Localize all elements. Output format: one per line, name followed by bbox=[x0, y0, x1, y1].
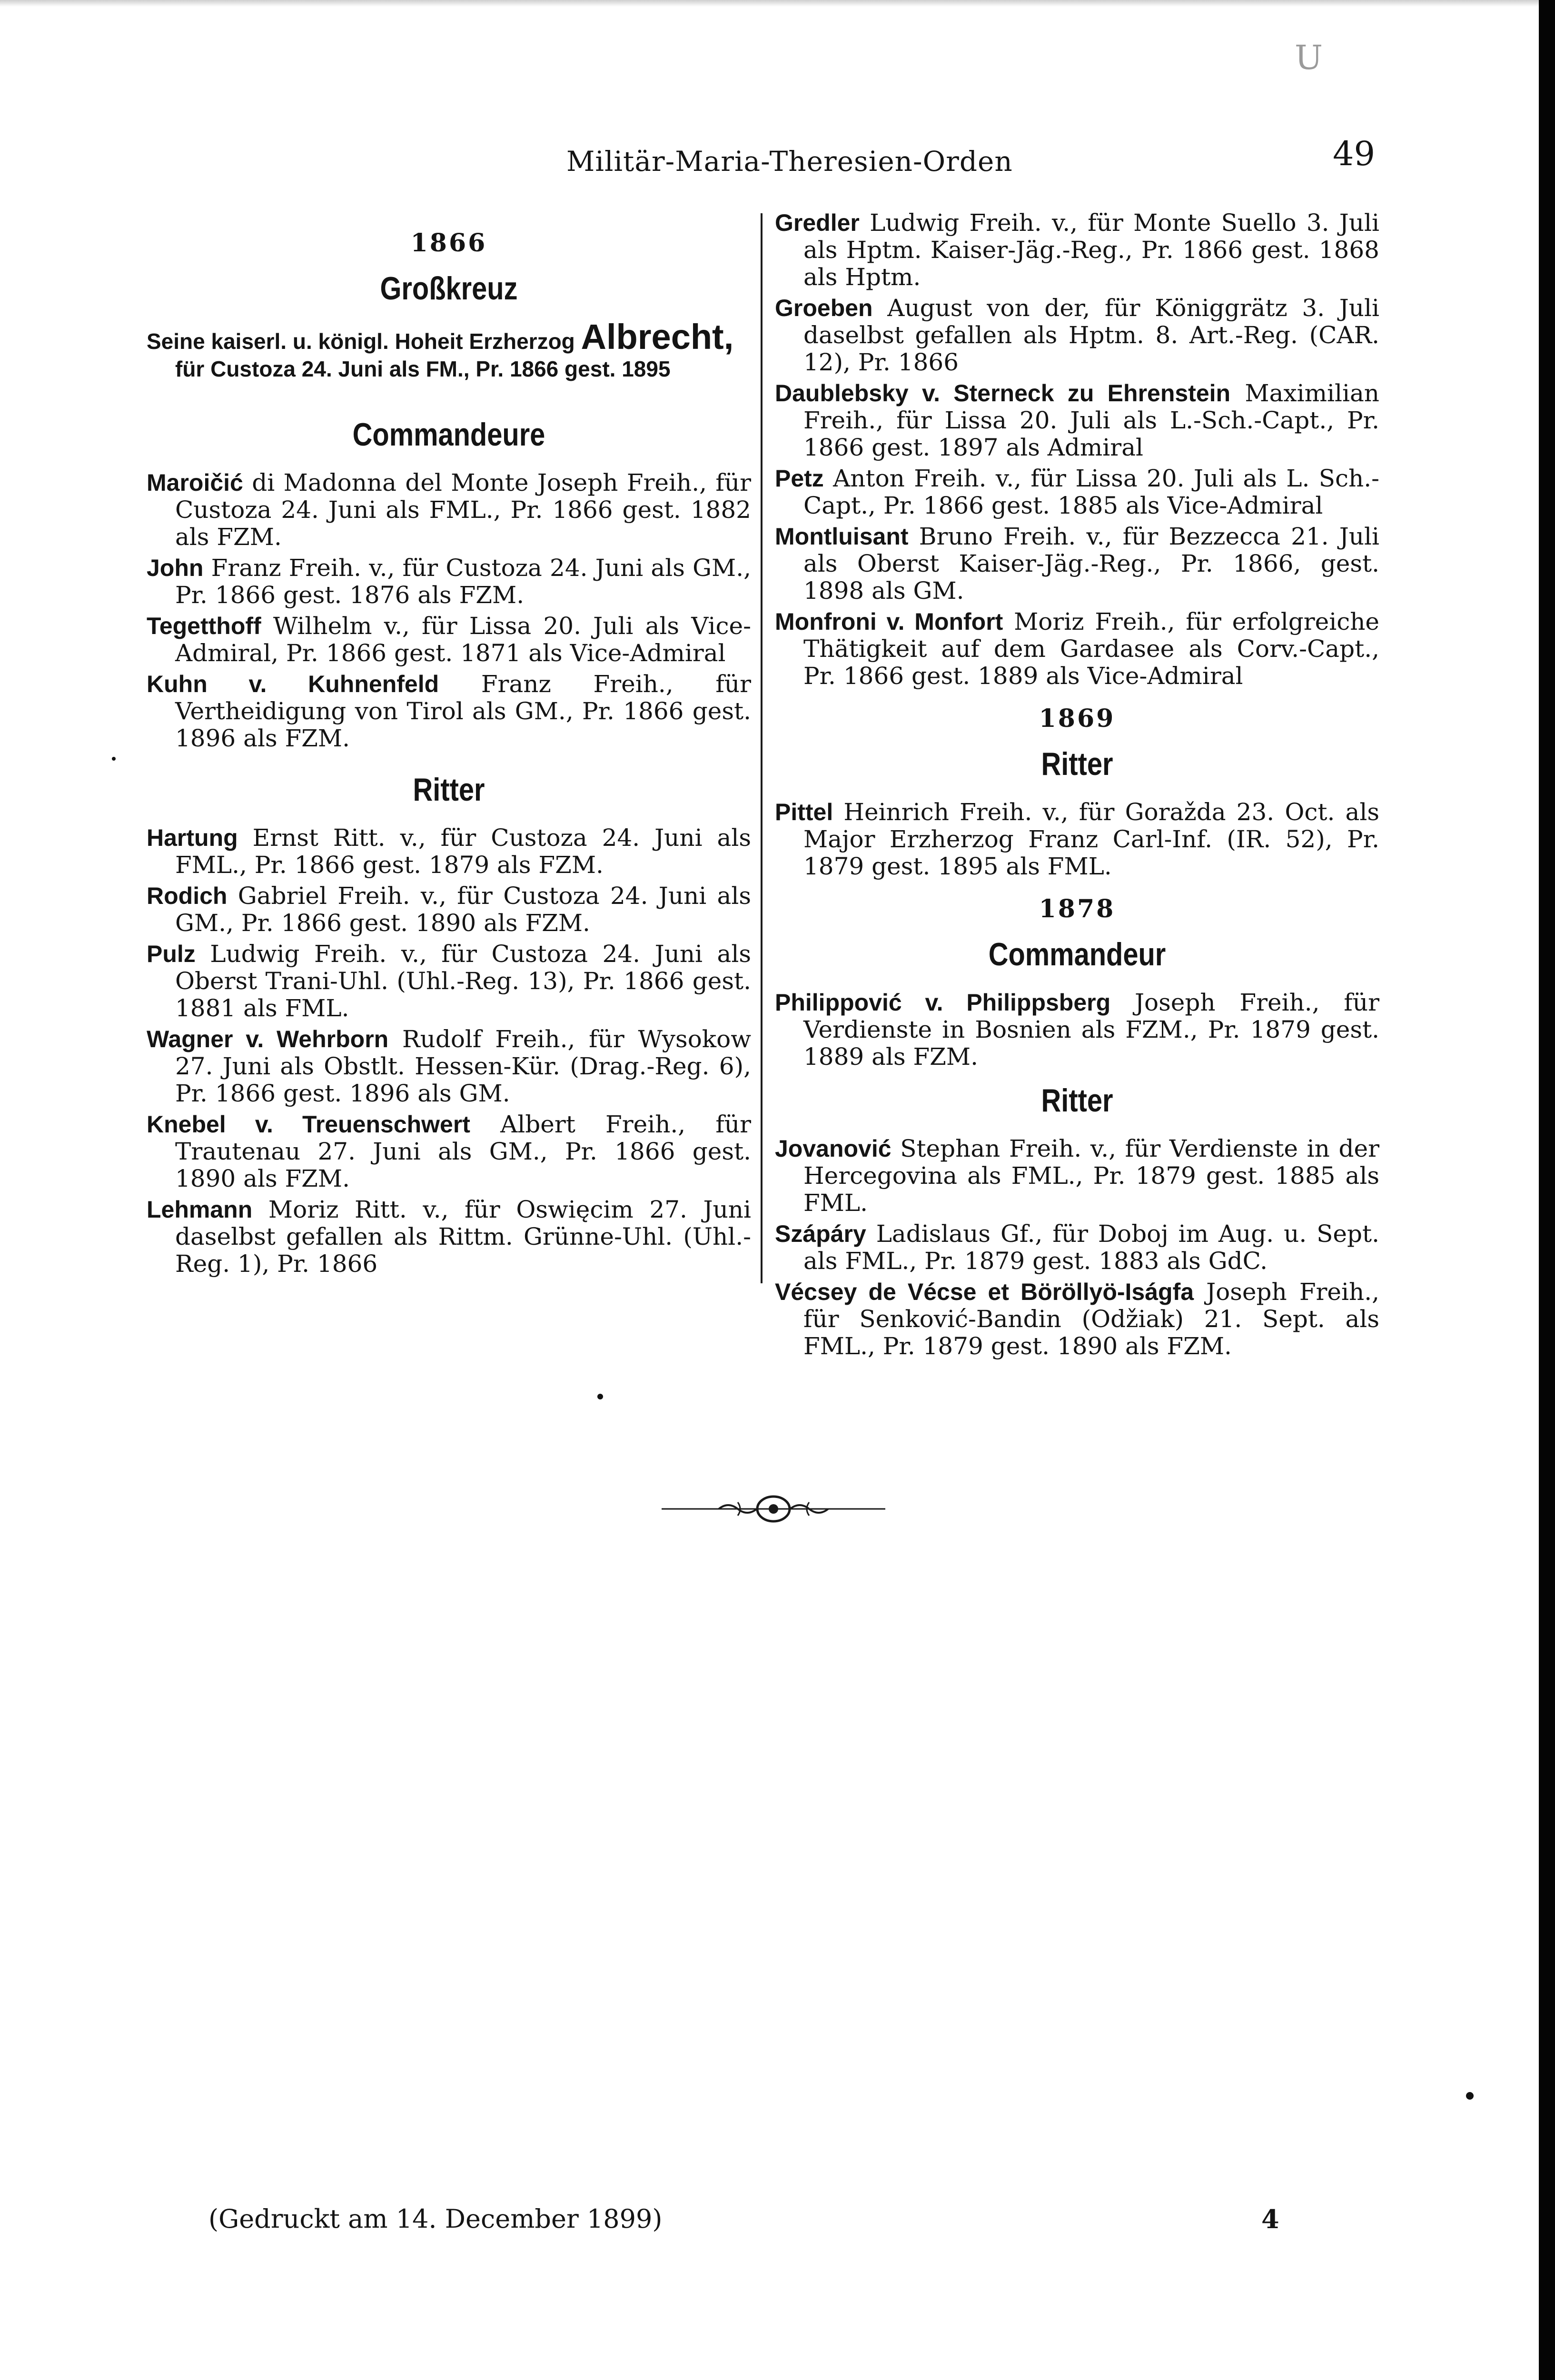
honoree-entry bbox=[775, 1279, 1379, 1360]
honoree-entry bbox=[147, 671, 751, 752]
continued-entries-list bbox=[775, 209, 1379, 690]
honoree-details: Ludwig Freih. v., für Monte Suello 3. Juli als Hptm. Kaiser-Jäg.-Reg., Pr. 1866 gest. 1868 als Hptm. bbox=[803, 209, 1379, 291]
commandeur-1878-list bbox=[775, 989, 1379, 1071]
honoree-details: Joseph Freih., für Verdienste in Bosnien als FZM., Pr. 1879 gest. 1889 als FZM. bbox=[803, 989, 1380, 1071]
honoree-details: Bruno Freih. v., für Bezzecca 21. Juli als Oberst Kaiser-Jäg.-Reg., Pr. 1866, gest. 1898 als GM. bbox=[803, 523, 1379, 605]
honoree-details: Joseph Freih., für Senković-Bandin (Odžiak) 21. Sept. als FML., Pr. 1879 gest. 1890 als FZM. bbox=[803, 1278, 1379, 1360]
grosskreuz-title-prefix: Seine kaiserl. u. königl. Hoheit Erzherzog bbox=[147, 329, 581, 354]
honoree-details: Franz Freih., für Vertheidigung von Tirol als GM., Pr. 1866 gest. 1896 als FZM. bbox=[175, 670, 752, 752]
ritter-list bbox=[147, 824, 751, 1278]
honoree-details: Anton Freih. v., für Lissa 20. Juli als L. Sch.-Capt., Pr. 1866 gest. 1885 als Vice-Admiral bbox=[803, 465, 1379, 519]
honoree-details: Moriz Freih., für erfolgreiche Thätigkeit auf dem Gardasee als Corv.-Capt., Pr. 1866 gest. 1889 als Vice-Admiral bbox=[803, 608, 1379, 690]
honoree-details: Heinrich Freih. v., für Goražda 23. Oct. als Major Erzherzog Franz Carl-Inf. (IR. 52), Pr. 1879 gest. 1895 als FML. bbox=[803, 798, 1379, 880]
honoree-entry bbox=[775, 799, 1379, 880]
section-heading-ritter-1869: Ritter bbox=[1041, 746, 1113, 782]
honoree-name: Monfroni v. Monfort bbox=[775, 608, 1003, 635]
honoree-name: Wagner v. Wehrborn bbox=[147, 1026, 389, 1052]
honoree-name: Groeben bbox=[775, 295, 873, 321]
scan-right-edge bbox=[1539, 0, 1555, 2380]
honoree-details: Gabriel Freih. v., für Custoza 24. Juni als GM., Pr. 1866 gest. 1890 als FZM. bbox=[175, 882, 751, 937]
signature-mark: 4 bbox=[1261, 2204, 1279, 2234]
honoree-entry bbox=[147, 469, 751, 551]
honoree-name: Jovanović bbox=[775, 1135, 891, 1162]
honoree-details: Moriz Ritt. v., für Oswięcim 27. Juni daselbst gefallen als Rittm. Grünne-Uhl. (Uhl.-Reg. 1), Pr. 1866 bbox=[175, 1196, 751, 1278]
honoree-details: Ernst Ritt. v., für Custoza 24. Juni als FML., Pr. 1866 gest. 1879 als FZM. bbox=[175, 824, 751, 879]
honoree-entry bbox=[147, 883, 751, 937]
ritter-1878-list bbox=[775, 1135, 1379, 1360]
left-column bbox=[147, 214, 751, 1281]
honoree-entry bbox=[775, 989, 1379, 1071]
grosskreuz-detail: für Custoza 24. Juni als FM., Pr. 1866 gest. 1895 bbox=[175, 357, 671, 381]
honoree-entry bbox=[775, 380, 1379, 461]
honoree-details: Albert Freih., für Trautenau 27. Juni als GM., Pr. 1866 gest. 1890 als FZM. bbox=[175, 1111, 751, 1192]
honoree-entry bbox=[147, 824, 751, 879]
section-heading-ritter-1878: Ritter bbox=[1041, 1082, 1113, 1119]
honoree-details: Stephan Freih. v., für Verdienste in der Hercegovina als FML., Pr. 1879 gest. 1885 als FML. bbox=[803, 1135, 1379, 1217]
honoree-entry bbox=[775, 465, 1379, 519]
honoree-name: Knebel v. Treuenschwert bbox=[147, 1111, 470, 1138]
honoree-name: Philippović v. Philippsberg bbox=[775, 989, 1111, 1016]
speck-mark bbox=[112, 757, 116, 761]
honoree-name: Szápáry bbox=[775, 1220, 866, 1247]
honoree-entry bbox=[775, 209, 1379, 291]
honoree-entry bbox=[147, 941, 751, 1022]
honoree-entry bbox=[775, 1135, 1379, 1217]
commandeure-list bbox=[147, 469, 751, 752]
corner-mark: U bbox=[1295, 38, 1323, 77]
honoree-entry bbox=[775, 1220, 1379, 1275]
column-divider bbox=[761, 213, 763, 1283]
honoree-name: Petz bbox=[775, 465, 824, 492]
grosskreuz-name: Albrecht, bbox=[581, 317, 734, 357]
year-heading-1869: 1869 bbox=[1039, 704, 1116, 733]
speck-mark bbox=[1466, 2092, 1474, 2100]
running-head: Militär-Maria-Theresien-Orden bbox=[566, 145, 1013, 178]
ritter-1869-list bbox=[775, 799, 1379, 880]
section-heading-commandeur-1878: Commandeur bbox=[988, 936, 1166, 972]
honoree-name: Rodich bbox=[147, 883, 228, 909]
print-date-note: (Gedruckt am 14. December 1899) bbox=[208, 2204, 663, 2234]
honoree-name: Pittel bbox=[775, 799, 833, 825]
honoree-entry bbox=[775, 295, 1379, 376]
honoree-entry bbox=[147, 613, 751, 667]
section-heading-grosskreuz: Großkreuz bbox=[380, 270, 518, 307]
honoree-details: di Madonna del Monte Joseph Freih., für Custoza 24. Juni als FML., Pr. 1866 gest. 1882 als FZM. bbox=[175, 469, 751, 551]
section-heading-commandeure: Commandeure bbox=[352, 416, 545, 453]
grosskreuz-entry bbox=[147, 317, 751, 383]
honoree-details: Ludwig Freih. v., für Custoza 24. Juni als Oberst Trani-Uhl. (Uhl.-Reg. 13), Pr. 1866 gest. 1881 als FML. bbox=[175, 940, 751, 1022]
honoree-details: Wilhelm v., für Lissa 20. Juli als Vice-Admiral, Pr. 1866 gest. 1871 als Vice-Admiral bbox=[175, 612, 751, 667]
honoree-details: Maximilian Freih., für Lissa 20. Juli als L.-Sch.-Capt., Pr. 1866 gest. 1897 als Admiral bbox=[803, 379, 1379, 461]
honoree-name: Gredler bbox=[775, 209, 860, 236]
year-heading-1878: 1878 bbox=[1039, 894, 1116, 923]
honoree-entry bbox=[147, 1196, 751, 1278]
honoree-name: John bbox=[147, 555, 204, 581]
honoree-entry bbox=[147, 1026, 751, 1107]
honoree-name: Daublebsky v. Sterneck zu Ehrenstein bbox=[775, 380, 1231, 407]
section-heading-ritter: Ritter bbox=[413, 772, 485, 808]
honoree-details: Franz Freih. v., für Custoza 24. Juni als GM., Pr. 1866 gest. 1876 als FZM. bbox=[175, 554, 751, 609]
scan-top-edge bbox=[0, 0, 1555, 7]
honoree-details: Ladislaus Gf., für Doboj im Aug. u. Sept. als FML., Pr. 1879 gest. 1883 als GdC. bbox=[803, 1220, 1379, 1275]
right-column bbox=[775, 209, 1379, 1364]
year-heading: 1866 bbox=[410, 228, 487, 258]
honoree-name: Hartung bbox=[147, 824, 238, 851]
honoree-name: Montluisant bbox=[775, 523, 909, 550]
honoree-name: Vécsey de Vécse et Böröllyö-Iságfa bbox=[775, 1279, 1194, 1305]
honoree-details: Rudolf Freih., für Wysokow 27. Juni als Obstlt. Hessen-Kür. (Drag.-Reg. 6), Pr. 1866 gest. 1896 als GM. bbox=[175, 1025, 751, 1107]
honoree-entry bbox=[147, 555, 751, 609]
honoree-name: Tegetthoff bbox=[147, 613, 261, 639]
speck-mark bbox=[597, 1394, 603, 1399]
honoree-name: Kuhn v. Kuhnenfeld bbox=[147, 671, 439, 697]
ornament-divider-icon bbox=[662, 1490, 885, 1528]
honoree-entry bbox=[775, 523, 1379, 605]
honoree-name: Maroičić bbox=[147, 469, 243, 496]
honoree-entry bbox=[147, 1111, 751, 1192]
honoree-name: Lehmann bbox=[147, 1196, 253, 1223]
honoree-details: August von der, für Königgrätz 3. Juli daselbst gefallen als Hptm. 8. Art.-Reg. (CAR. 12), Pr. 1866 bbox=[803, 294, 1379, 376]
page-number: 49 bbox=[1333, 134, 1376, 173]
honoree-entry bbox=[775, 608, 1379, 690]
honoree-name: Pulz bbox=[147, 941, 196, 967]
